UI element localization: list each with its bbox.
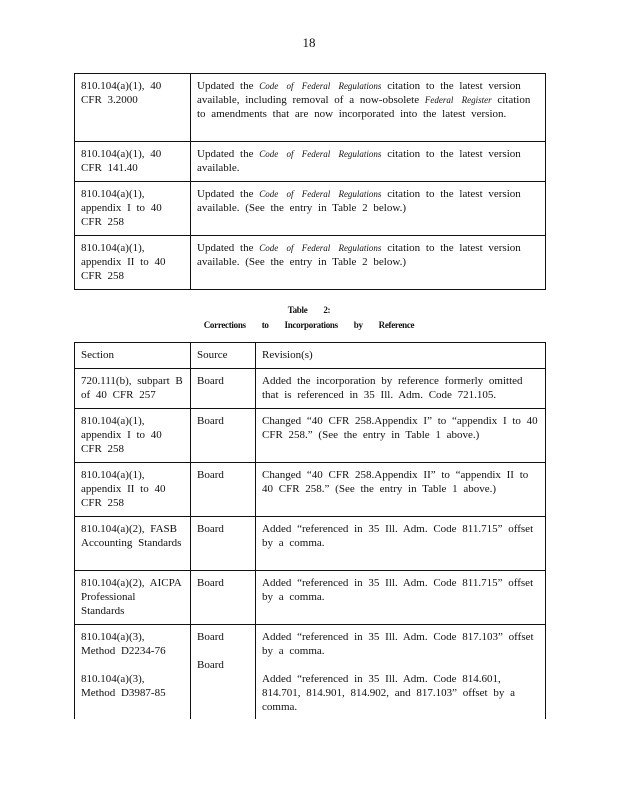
section-cell: 810.104(a)(2), FASB Accounting Standards xyxy=(75,517,191,571)
revision-text: Updated the xyxy=(197,188,260,200)
revision-text: citation to the latest version available. (See the entry in Table 2 below.) xyxy=(197,242,521,268)
section-cell: 810.104(a)(1), appendix I to 40 CFR 258 xyxy=(75,409,191,463)
header-section: Section xyxy=(75,343,191,369)
table-header-row xyxy=(75,343,546,369)
table-row xyxy=(75,571,546,625)
revision-text: citation to the latest version available, including removal of a now-obsolete xyxy=(197,80,521,106)
revision-text: Updated the xyxy=(197,80,260,92)
revision-cell: Added the incorporation by reference formerly omitted that is referenced in 35 Ill. Adm. Code 721.105. xyxy=(256,369,546,409)
revision-text: citation to amendments that are now incorporated into the latest version. xyxy=(197,94,531,120)
table-row xyxy=(75,409,546,463)
header-source: Source xyxy=(191,343,256,369)
revision-text: Updated the xyxy=(197,242,260,254)
source-cell: Board xyxy=(191,571,256,625)
table2-caption-title: Corrections to Incorporations by Reference xyxy=(203,320,415,330)
table-row xyxy=(75,236,546,290)
section-cell xyxy=(75,625,191,719)
italic-citation: Federal Register xyxy=(424,95,492,105)
section-cell: 810.104(a)(1), appendix II to 40 CFR 258 xyxy=(75,463,191,517)
revision-cell: Added “referenced in 35 Ill. Adm. Code 811.715” offset by a comma. xyxy=(256,571,546,625)
header-revision: Revision(s) xyxy=(256,343,546,369)
revision-text: Updated the xyxy=(197,148,260,160)
table-row xyxy=(75,463,546,517)
table-row xyxy=(75,625,546,719)
revision-cell: Changed “40 CFR 258.Appendix I” to “appendix I to 40 CFR 258.” (See the entry in Table 1 above.) xyxy=(256,409,546,463)
section-cell: 810.104(a)(1), appendix II to 40 CFR 258 xyxy=(75,236,191,290)
italic-citation: Code of Federal Regulations xyxy=(259,189,382,199)
section-cell: 810.104(a)(1), 40 CFR 3.2000 xyxy=(75,74,191,142)
source-cell: Board xyxy=(191,517,256,571)
section-cell: 810.104(a)(1), appendix I to 40 CFR 258 xyxy=(75,182,191,236)
section-cell: 810.104(a)(2), AICPA Professional Standards xyxy=(75,571,191,625)
revision-cell xyxy=(256,625,546,719)
revision-text: citation to the latest version available. (See the entry in Table 2 below.) xyxy=(197,188,521,214)
source-cell: Board xyxy=(191,463,256,517)
italic-citation: Code of Federal Regulations xyxy=(259,81,382,91)
section-entry: 810.104(a)(3), Method D3987-85 xyxy=(81,673,166,699)
revision-text: citation to the latest version available. xyxy=(197,148,521,174)
revision-cell: Changed “40 CFR 258.Appendix II” to “appendix II to 40 CFR 258.” (See the entry in Table 1 above.) xyxy=(256,463,546,517)
table-row xyxy=(75,517,546,571)
source-cell: Board xyxy=(191,369,256,409)
revision-cell xyxy=(191,236,546,290)
table-row xyxy=(75,182,546,236)
table-row xyxy=(75,74,546,142)
source-entry: Board xyxy=(197,659,224,671)
amendments-table xyxy=(74,73,546,290)
source-entry: Board xyxy=(197,631,224,643)
section-cell: 720.111(b), subpart B of 40 CFR 257 xyxy=(75,369,191,409)
section-cell: 810.104(a)(1), 40 CFR 141.40 xyxy=(75,142,191,182)
source-cell: Board xyxy=(191,409,256,463)
revision-cell xyxy=(191,182,546,236)
revision-entry: Added “referenced in 35 Ill. Adm. Code 814.601, 814.701, 814.901, 814.902, and 817.103” offset by a comma. xyxy=(262,673,515,713)
section-entry: 810.104(a)(3), Method D2234-76 xyxy=(81,631,166,657)
revision-cell: Added “referenced in 35 Ill. Adm. Code 811.715” offset by a comma. xyxy=(256,517,546,571)
italic-citation: Code of Federal Regulations xyxy=(259,243,382,253)
source-cell xyxy=(191,625,256,719)
table2-caption-number: Table 2: xyxy=(287,305,331,315)
table-row xyxy=(75,142,546,182)
revision-cell xyxy=(191,142,546,182)
table-row xyxy=(75,369,546,409)
italic-citation: Code of Federal Regulations xyxy=(259,149,382,159)
revision-cell xyxy=(191,74,546,142)
page-number: 18 xyxy=(302,35,316,50)
revision-entry: Added “referenced in 35 Ill. Adm. Code 817.103” offset by a comma. xyxy=(262,631,534,657)
corrections-table xyxy=(74,342,546,719)
